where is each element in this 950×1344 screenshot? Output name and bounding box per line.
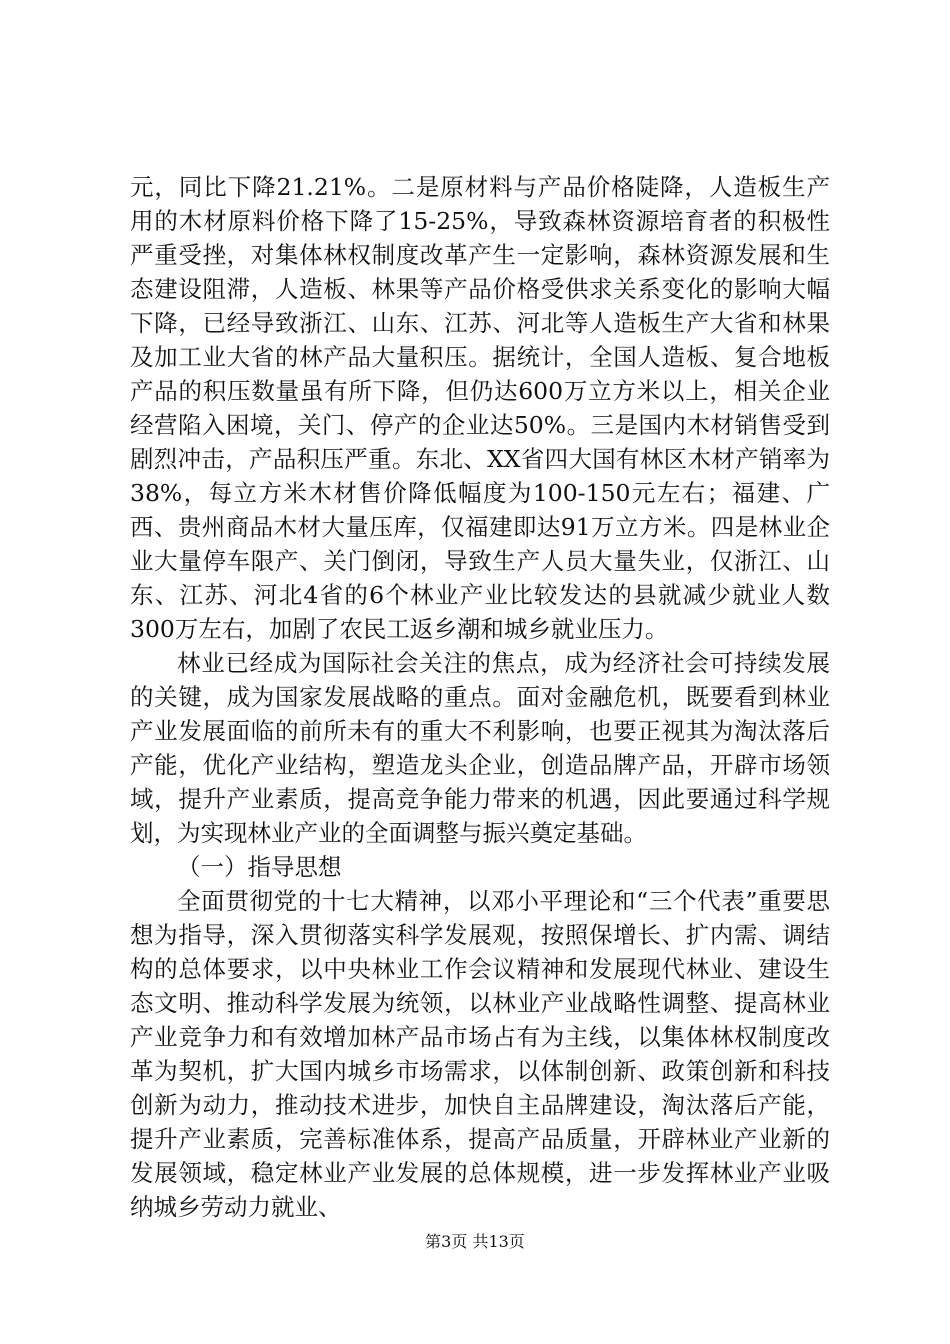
section-heading: （一）指导思想 <box>177 853 342 881</box>
paragraph-2: 林业已经成为国际社会关注的焦点，成为经济社会可持续发展的关键，成为国家发展战略的重点。面对金融危机，既要看到林业产业发展面临的前所未有的重大不利影响，也要正视其为淘汰落后产能，优化产业结构，塑造龙头企业，创造品牌产品，开辟市场领域，提升产业素质，提高竞争能力带来的机遇，因此要通过科学规划，为实现林业产业的全面调整与振兴奠定基础。 <box>130 649 830 847</box>
page-footer: 第3页 共13页 <box>425 1232 525 1251</box>
paragraph-1: 元，同比下降21.21%。二是原材料与产品价格陡降，人造板生产用的木材原料价格下降了15-25%，导致森林资源培育者的积极性严重受挫，对集体林权制度改革产生一定影响，森林资源发展和生态建设阻滞，人造板、林果等产品价格受供求关系变化的影响大幅下降，已经导致浙江、山东、江苏、河北等人造板生产大省和林果及加工业大省的林产品大量积压。据统计，全国人造板、复合地板产品的积压数量虽有所下降，但仍达600万立方米以上，相关企业经营陷入困境，关门、停产的企业达50%。三是国内木材销售受到剧烈冲击，产品积压严重。东北、XX省四大国有林区木材产销率为38%，每立方米木材售价降低幅度为100-150元左右；福建、广西、贵州商品木材大量压库，仅福建即达91万立方米。四是林业企业大量停车限产、关门倒闭，导致生产人员大量失业，仅浙江、山东、江苏、河北4省的6个林业产业比较发达的县就减少就业人数300万左右，加剧了农民工返乡潮和城乡就业压力。 <box>130 173 830 643</box>
document-body <box>130 170 830 1224</box>
paragraph-3: 全面贯彻党的十七大精神，以邓小平理论和“三个代表”重要思想为指导，深入贯彻落实科学发展观，按照保增长、扩内需、调结构的总体要求，以中央林业工作会议精神和发展现代林业、建设生态文明、推动科学发展为统领，以林业产业战略性调整、提高林业产业竞争力和有效增加林产品市场占有为主线，以集体林权制度改革为契机，扩大国内城乡市场需求，以体制创新、政策创新和科技创新为动力，推动技术进步，加快自主品牌建设，淘汰落后产能，提升产业素质，完善标准体系，提高产品质量，开辟林业产业新的发展领域，稳定林业产业发展的总体规模，进一步发挥林业产业吸纳城乡劳动力就业、 <box>130 887 830 1221</box>
